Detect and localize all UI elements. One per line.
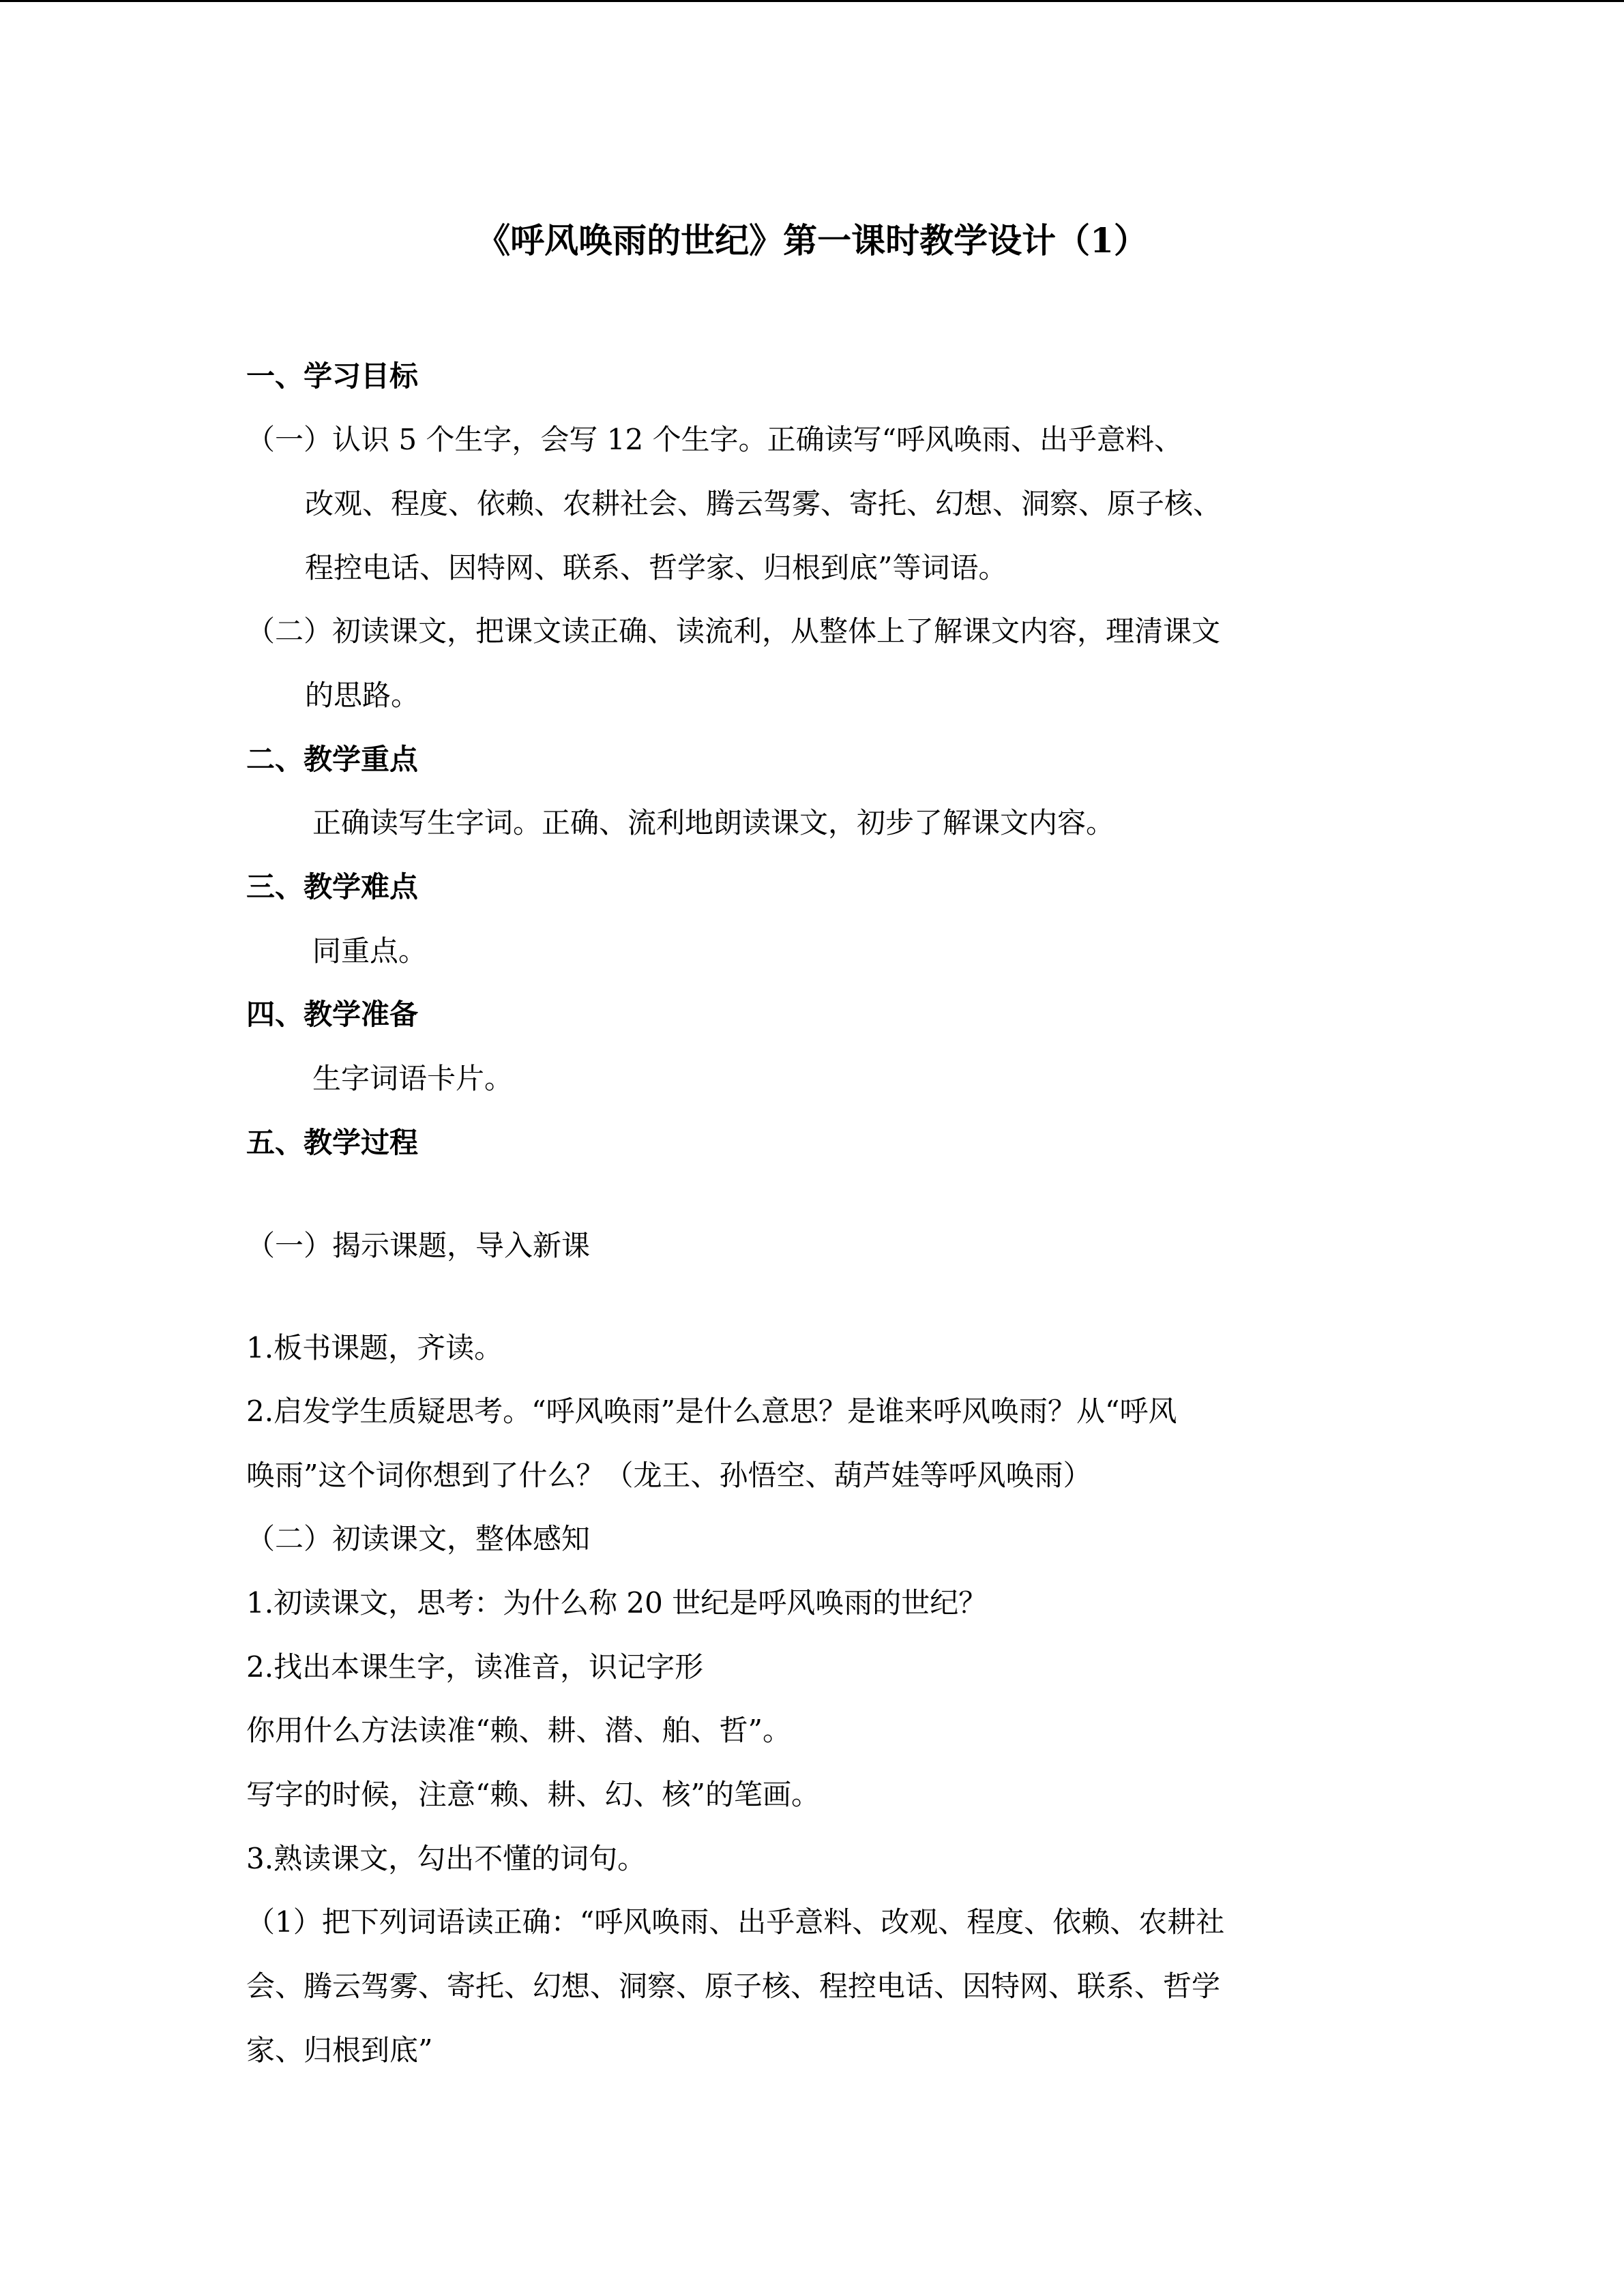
section-heading-goals: 一、学习目标 xyxy=(246,359,419,393)
process-part2-title: （二）初读课文，整体感知 xyxy=(246,1522,591,1555)
section-heading-difficulties: 三、教学难点 xyxy=(246,870,419,904)
process-line: 2.启发学生质疑思考。“呼风唤雨”是什么意思？是谁来呼风唤雨？从“呼风 xyxy=(246,1395,1177,1428)
process-line: 会、腾云驾雾、寄托、幻想、洞察、原子核、程控电话、因特网、联系、哲学 xyxy=(246,1969,1221,2003)
goal-line: （一）认识 5 个生字，会写 12 个生字。正确读写“呼风唤雨、出乎意料、 xyxy=(246,423,1183,456)
goal-line: 的思路。 xyxy=(305,679,420,712)
section-heading-preparation: 四、教学准备 xyxy=(246,998,419,1031)
process-line: 1.板书课题，齐读。 xyxy=(246,1331,503,1365)
goal-line: （二）初读课文，把课文读正确、读流利，从整体上了解课文内容，理清课文 xyxy=(246,614,1221,648)
process-line: 3.熟读课文，勾出不懂的词句。 xyxy=(246,1842,647,1875)
document-title: 《呼风唤雨的世纪》第一课时教学设计（1） xyxy=(476,220,1148,260)
page-top-border xyxy=(0,0,1624,2)
process-part1-title: （一）揭示课题，导入新课 xyxy=(246,1229,591,1262)
section-heading-key-points: 二、教学重点 xyxy=(246,743,419,776)
process-line: 2.找出本课生字，读准音，识记字形 xyxy=(246,1650,704,1684)
key-points-text: 正确读写生字词。正确、流利地朗读课文，初步了解课文内容。 xyxy=(312,806,1115,839)
preparation-text: 生字词语卡片。 xyxy=(312,1062,514,1095)
process-line: （1）把下列词语读正确：“呼风唤雨、出乎意料、改观、程度、依赖、农耕社 xyxy=(246,1905,1225,1939)
process-line: 你用什么方法读准“赖、耕、潜、舶、哲”。 xyxy=(246,1714,791,1747)
goal-line: 改观、程度、依赖、农耕社会、腾云驾雾、寄托、幻想、洞察、原子核、 xyxy=(305,487,1222,520)
process-line: 1.初读课文，思考：为什么称 20 世纪是呼风唤雨的世纪？ xyxy=(246,1586,988,1620)
difficulties-text: 同重点。 xyxy=(312,934,428,968)
section-heading-process: 五、教学过程 xyxy=(246,1126,419,1159)
process-line: 写字的时候，注意“赖、耕、幻、核”的笔画。 xyxy=(246,1778,820,1811)
process-line: 唤雨”这个词你想到了什么？（龙王、孙悟空、葫芦娃等呼风唤雨） xyxy=(246,1459,1092,1492)
process-line: 家、归根到底” xyxy=(246,2033,433,2067)
goal-line: 程控电话、因特网、联系、哲学家、归根到底”等词语。 xyxy=(305,551,1007,584)
